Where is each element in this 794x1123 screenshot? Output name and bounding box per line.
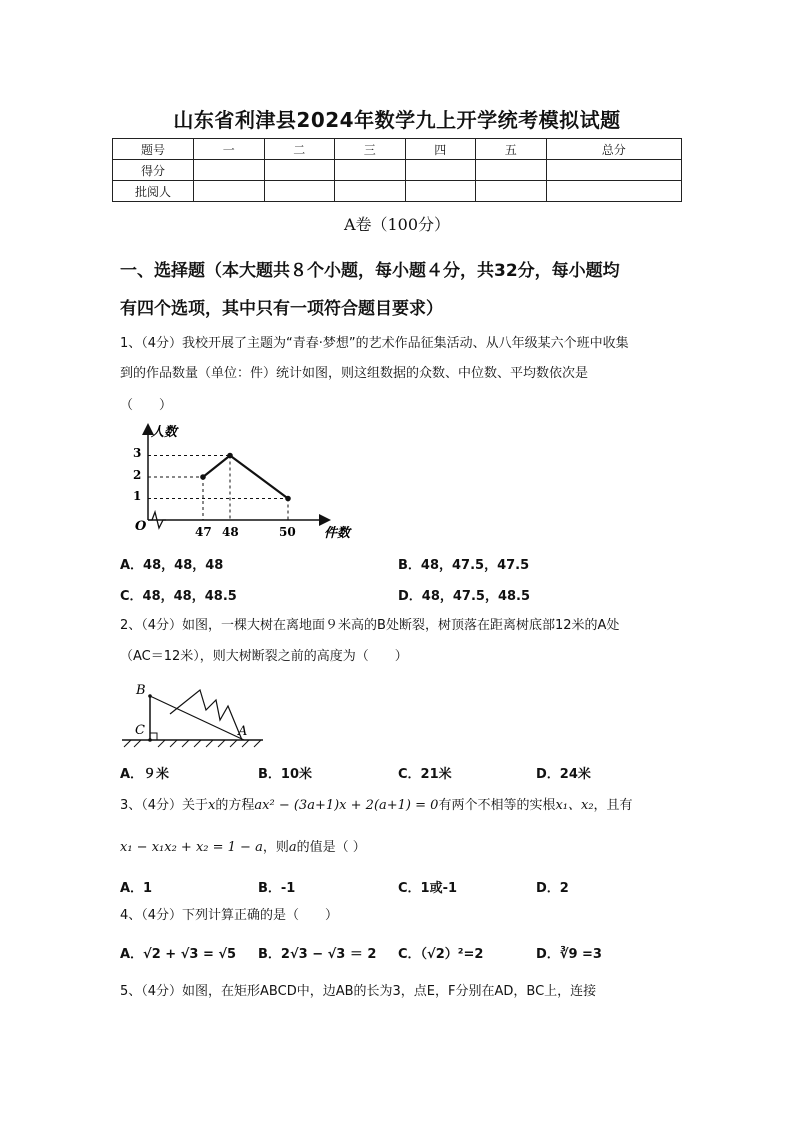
table-cell: 批阅人	[113, 181, 194, 202]
q2-option-c[interactable]: C．21米	[398, 767, 452, 782]
q1-option-b[interactable]: B．48，47.5，47.5	[398, 558, 530, 573]
q1-line1: 1、（4分）我校开展了主题为“青春·梦想”的艺术作品征集活动、从八年级某六个班中收集	[120, 336, 629, 351]
part1-heading-line2: 有四个选项，其中只有一项符合题目要求）	[120, 299, 443, 319]
table-cell[interactable]	[264, 160, 335, 181]
data-point	[285, 496, 291, 502]
table-cell[interactable]	[476, 160, 547, 181]
label-c: C	[135, 723, 145, 738]
q5-line1: 5、（4分）如图，在矩形ABCD中，边AB的长为3，点E，F分别在AD，BC上，连接	[120, 984, 597, 999]
q3-text: 3、（4分）关于	[120, 798, 209, 813]
table-cell[interactable]	[405, 181, 476, 202]
q4-line1: 4、（4分）下列计算正确的是（ ）	[120, 908, 339, 923]
q2-option-b[interactable]: B．10米	[258, 767, 312, 782]
q1-line2: 到的作品数量（单位：件）统计如图，则这组数据的众数、中位数、平均数依次是	[120, 366, 589, 381]
page-title: 山东省利津县2024年数学九上开学统考模拟试题	[173, 108, 621, 132]
y-tick-label: 3	[133, 446, 142, 460]
q3-option-c[interactable]: C．1或-1	[398, 881, 458, 896]
table-cell: 题号	[113, 139, 194, 160]
table-cell[interactable]	[476, 181, 547, 202]
table-cell: 五	[476, 139, 547, 160]
table-cell: 四	[405, 139, 476, 160]
q3-text: 的方程	[215, 798, 255, 813]
q1-line-chart	[118, 420, 368, 545]
tree-crown	[170, 690, 242, 740]
score-table-header-row	[113, 139, 682, 160]
q4-option-a[interactable]: A．√2 + √3 = √5	[120, 947, 237, 962]
data-point	[227, 453, 233, 459]
point-c	[148, 738, 152, 742]
q2-option-a[interactable]: A．９米	[120, 767, 170, 782]
table-cell[interactable]	[264, 181, 335, 202]
q1-option-c[interactable]: C．48，48，48.5	[120, 589, 237, 604]
q2-line1: 2、（4分）如图，一棵大树在离地面９米高的B处断裂，树顶落在距离树底部12米的A处	[120, 618, 620, 633]
q1-option-d[interactable]: D．48，47.5，48.5	[398, 589, 531, 604]
table-cell: 总分	[546, 139, 682, 160]
fallen-trunk	[150, 696, 244, 740]
y-tick-label: 1	[133, 489, 142, 503]
q3-option-b[interactable]: B．-1	[258, 881, 296, 896]
q4-option-c[interactable]: C．（√2）²=2	[398, 947, 484, 962]
q3-option-d[interactable]: D．2	[536, 881, 569, 896]
table-cell: 得分	[113, 160, 194, 181]
axis-break	[148, 512, 166, 528]
q3-line2	[120, 838, 680, 858]
ground-hatching	[124, 740, 261, 747]
q2-line2: （AC＝12米），则大树断裂之前的高度为（ ）	[120, 649, 408, 664]
q1-line3: （ ）	[120, 398, 173, 413]
q3-roots: x₁、x₂	[555, 798, 594, 813]
data-point	[200, 474, 206, 480]
q3-text: ，则	[262, 840, 289, 855]
table-cell[interactable]	[335, 181, 406, 202]
q4-option-b[interactable]: B．2√3 − √3 ＝ 2	[258, 947, 377, 962]
series-line	[203, 456, 288, 499]
section-a-title: A卷（100分）	[343, 215, 451, 234]
table-cell[interactable]	[546, 160, 682, 181]
table-cell[interactable]	[194, 160, 265, 181]
x-tick-label: 50	[279, 525, 296, 539]
q3-var-x: x	[208, 798, 216, 813]
table-row	[113, 181, 682, 202]
table-cell[interactable]	[194, 181, 265, 202]
q3-condition: x₁ − x₁x₂ + x₂ = 1 − a	[120, 840, 263, 855]
label-a: A	[238, 724, 248, 739]
part1-heading-line1: 一、选择题（本大题共８个小题，每小题４分，共32分，每小题均	[120, 261, 620, 281]
score-table	[112, 138, 682, 202]
q3-equation: ax² − (3a+1)x + 2(a+1) = 0	[254, 798, 439, 813]
x-axis-label: 件数	[324, 526, 351, 541]
q2-tree-diagram	[118, 680, 268, 750]
table-cell[interactable]	[335, 160, 406, 181]
q3-line1	[120, 796, 680, 816]
q1-option-a[interactable]: A．48，48，48	[120, 558, 224, 573]
q2-option-d[interactable]: D．24米	[536, 767, 591, 782]
table-cell[interactable]	[405, 160, 476, 181]
table-cell: 三	[335, 139, 406, 160]
y-tick-label: 2	[133, 468, 142, 482]
q3-text: 的值是（ ）	[296, 840, 366, 855]
q3-text: ，且有	[593, 798, 633, 813]
q4-option-d[interactable]: D．∛9 =3	[536, 947, 602, 962]
x-tick-label: 47	[195, 525, 212, 539]
origin-label: O	[135, 519, 147, 534]
table-row	[113, 160, 682, 181]
point-b	[148, 694, 152, 698]
label-b: B	[136, 683, 146, 698]
table-cell[interactable]	[546, 181, 682, 202]
table-cell: 二	[264, 139, 335, 160]
q3-text: 有两个不相等的实根	[438, 798, 556, 813]
y-axis-label: 人数	[151, 425, 178, 440]
q3-var-a: a	[288, 840, 297, 855]
q3-option-a[interactable]: A．1	[120, 881, 153, 896]
x-tick-label: 48	[222, 525, 239, 539]
table-cell: 一	[194, 139, 265, 160]
